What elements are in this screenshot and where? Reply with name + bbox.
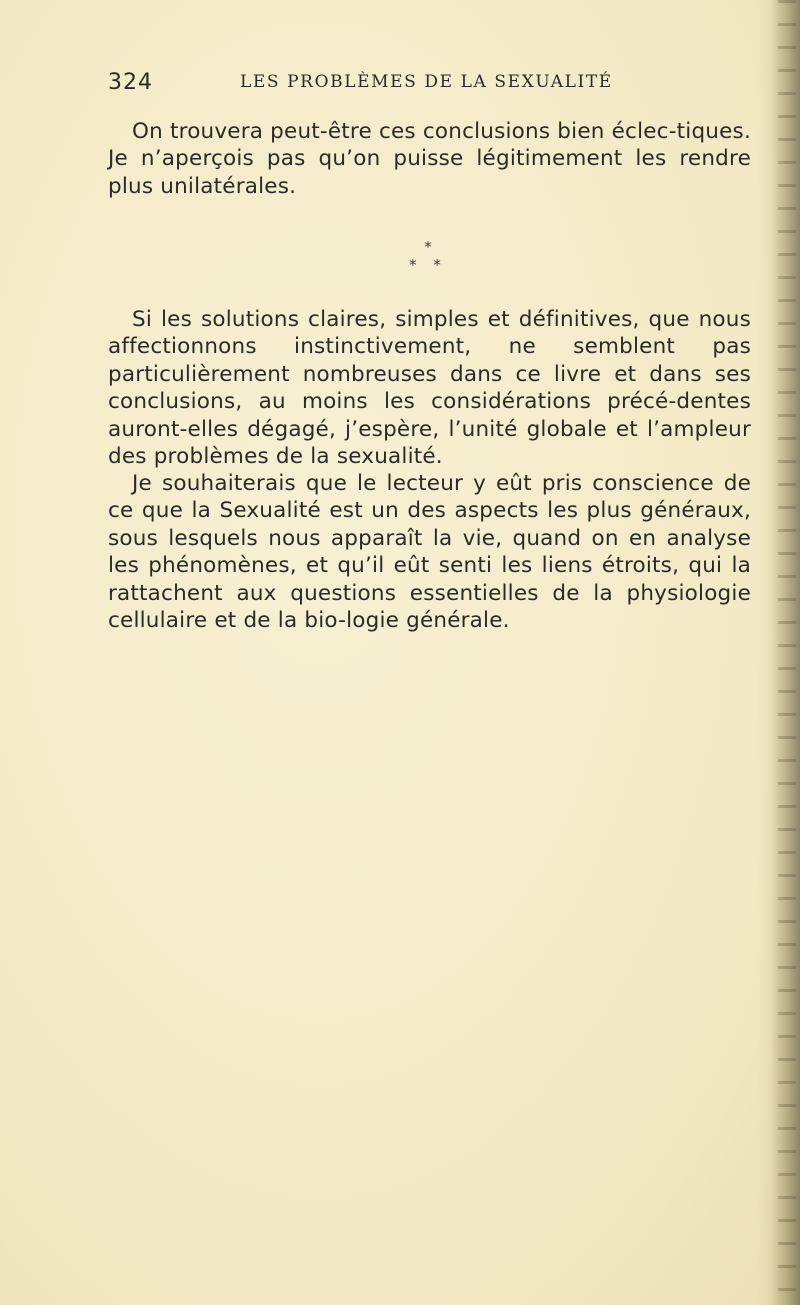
section-separator-bottom: * * bbox=[409, 256, 447, 274]
section-separator-top: * bbox=[424, 238, 432, 256]
page-number: 324 bbox=[108, 70, 153, 95]
page-header bbox=[108, 70, 748, 100]
running-title: LES PROBLÈMES DE LA SEXUALITÉ bbox=[240, 72, 613, 92]
page-edge-texture bbox=[778, 0, 796, 1305]
paragraph-2: Si les solutions claires, simples et définitives, que nous affectionnons instinctivement, ne semblent pas particulièrement nombreuses dans ce livre et dans ses conclusions, au moins les considérations précé-dentes auront-elles dégagé, j’espère, l’unité globale et l’ampleur des problèmes de la sexualité. bbox=[108, 307, 751, 470]
paragraph-3: Je souhaiterais que le lecteur y eût pris conscience de ce que la Sexualité est un des aspects les plus généraux, sous lesquels nous apparaît la vie, quand on en analyse les phénomènes, et qu’il eût senti les liens étroits, qui la rattachent aux questions essentielles de la physiologie cellulaire et de la bio-logie générale. bbox=[108, 471, 751, 634]
paragraph-1: On trouvera peut-être ces conclusions bien éclec-tiques. Je n’aperçois pas qu’on puisse légitimement les rendre plus unilatérales. bbox=[108, 119, 751, 199]
